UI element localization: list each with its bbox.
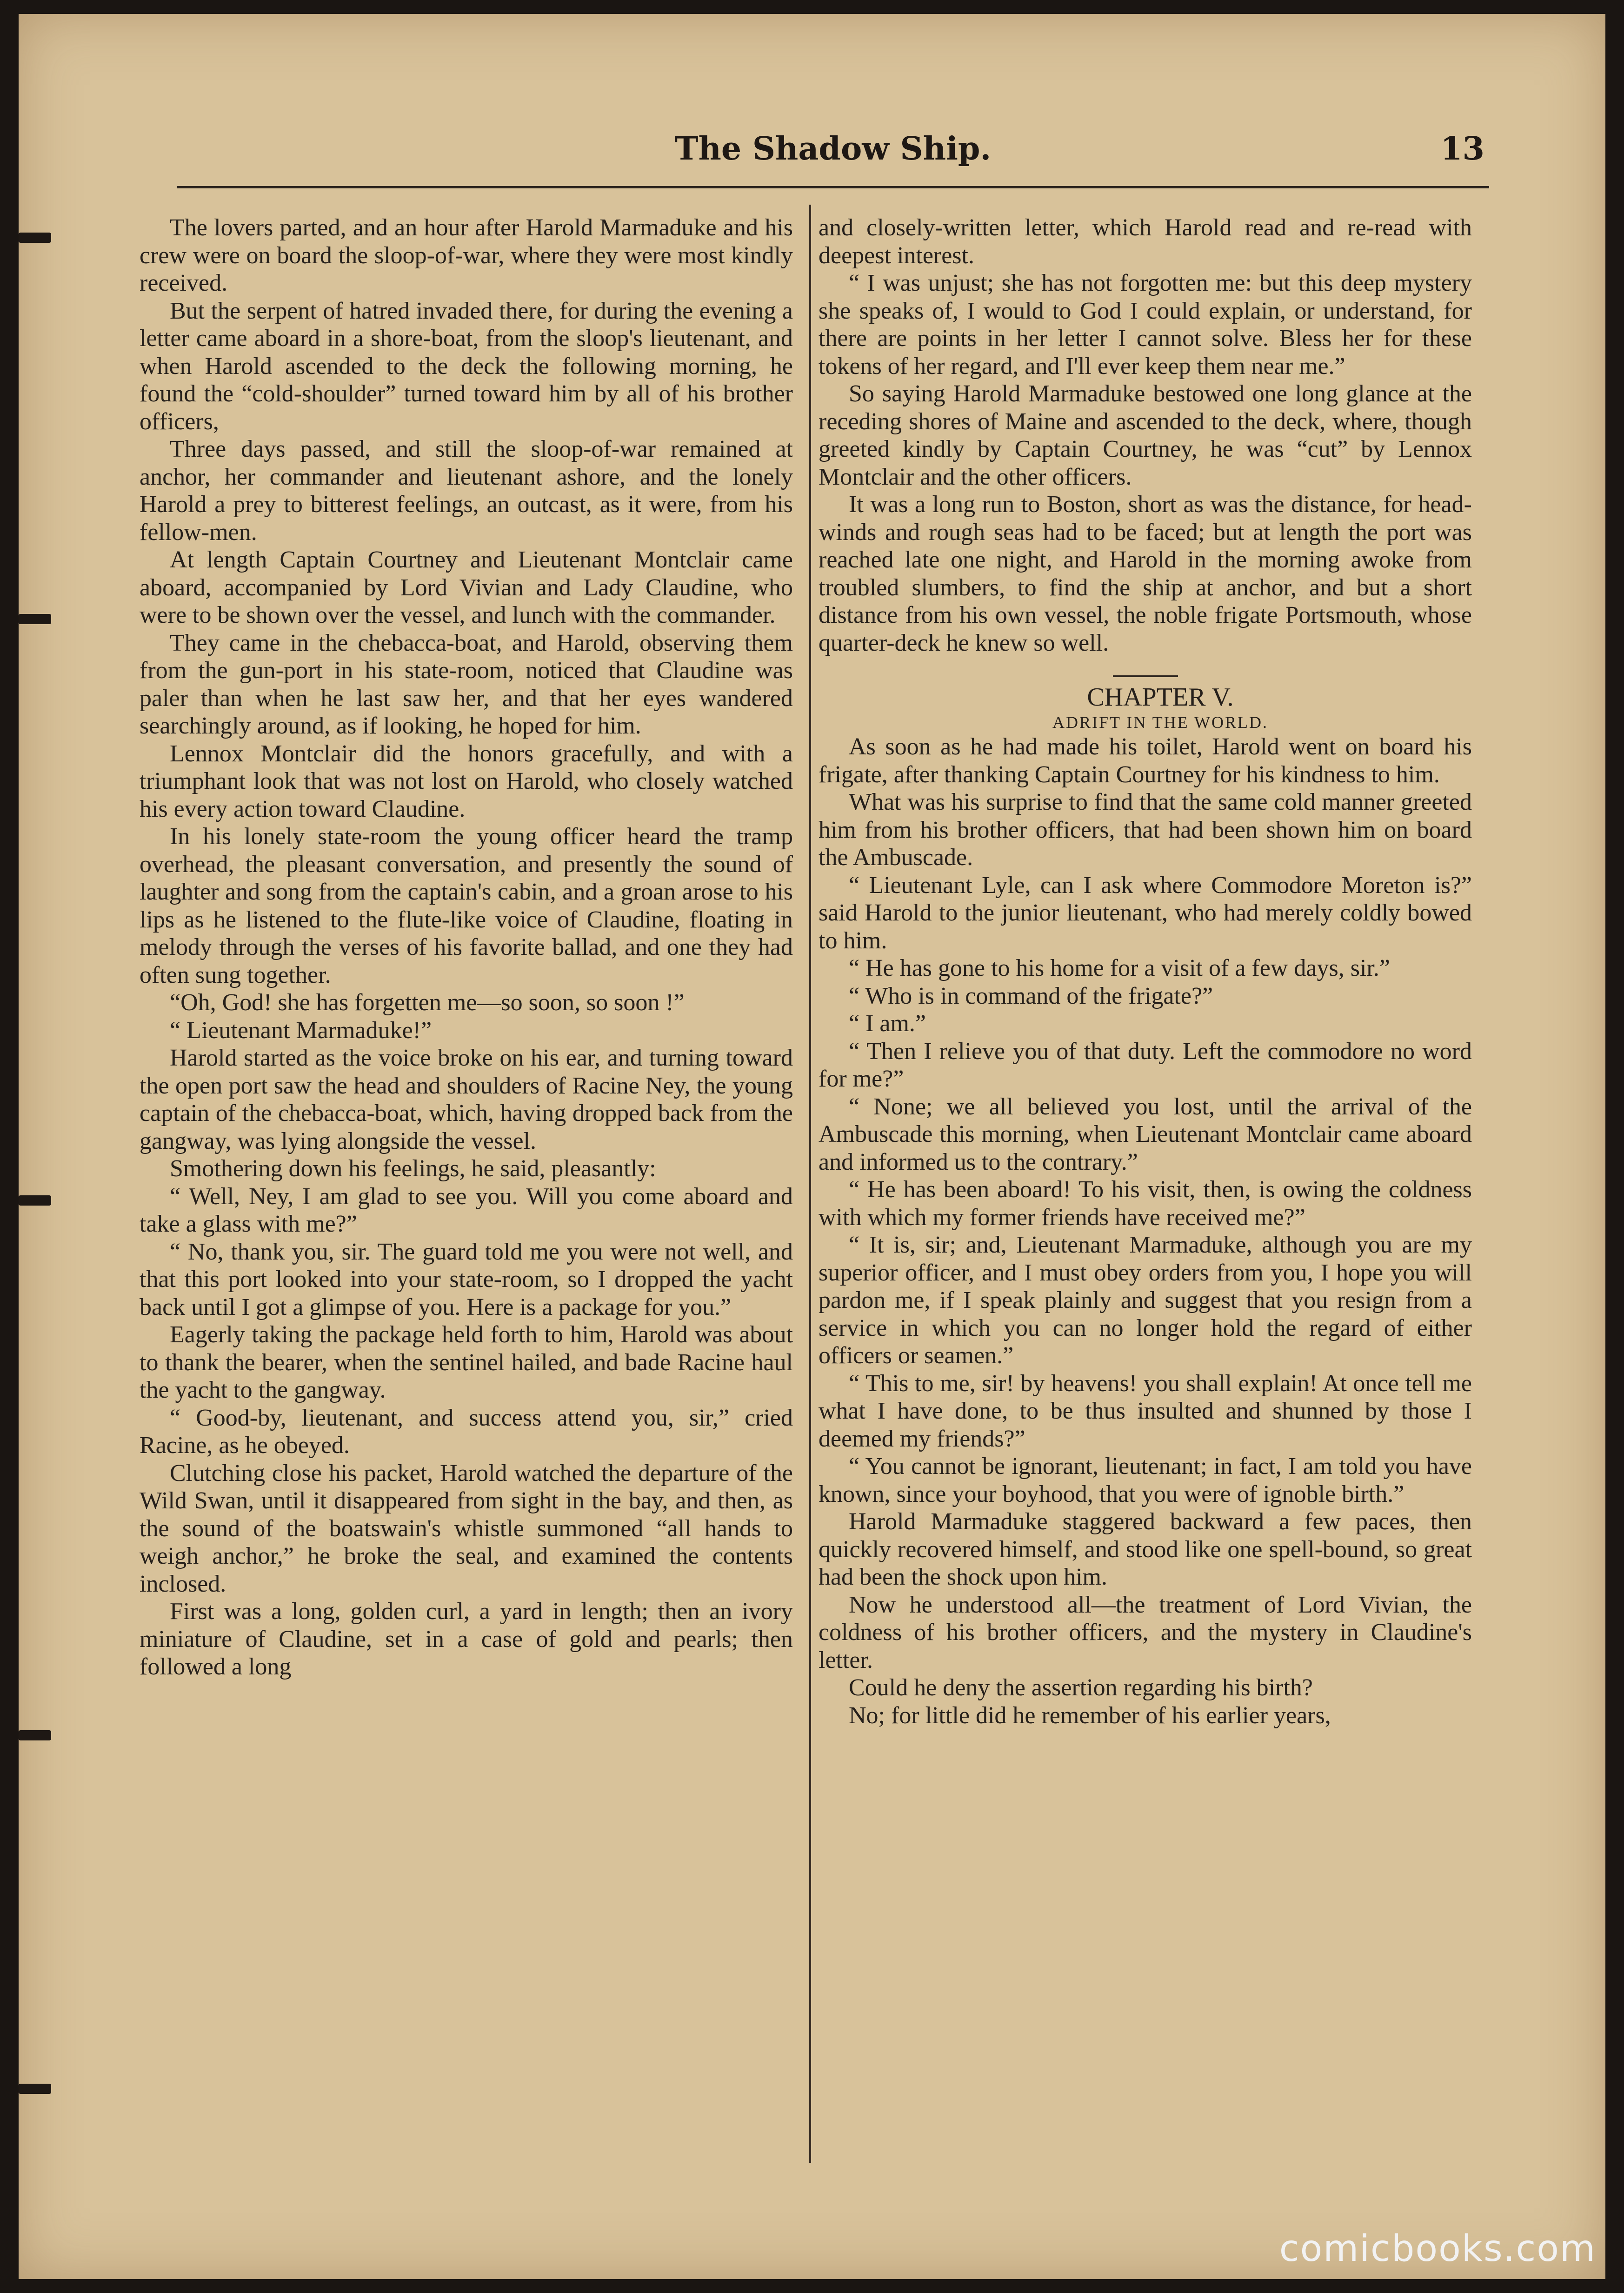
paragraph: As soon as he had made his toilet, Harold went on board his frigate, after thanking Captain Courtney for his kindness to him.: [819, 733, 1472, 788]
chapter-rule: [1113, 675, 1178, 677]
paragraph: “ It is, sir; and, Lieutenant Marmaduke, although you are my superior officer, and I must obey orders from you, I hope you will pardon me, if I speak plainly and suggest that you resign from a service in which you can no longer hold the regard of either officers or seamen.”: [819, 1232, 1472, 1369]
paragraph: “Oh, God! she has forgetten me—so soon, so soon !”: [170, 989, 685, 1016]
page-header: [177, 116, 1489, 188]
paragraph: “ I am.”: [849, 1010, 926, 1037]
paragraph: Smothering down his feelings, he said, pleasantly:: [170, 1155, 656, 1182]
paragraph: Could he deny the assertion regarding his birth?: [849, 1674, 1313, 1701]
paragraph: “ I was unjust; she has not forgotten me: but this deep mystery she speaks of, I would to God I could explain, or understand, for there are points in her letter I cannot solve. Bless her for these tokens of her regard, and I'll ever keep them near me.”: [819, 270, 1472, 380]
binding-tab: [19, 2084, 51, 2094]
paragraph: “ None; we all believed you lost, until the arrival of the Ambuscade this morning, when Lieutenant Montclair came aboard and informed us to the contrary.”: [819, 1093, 1472, 1175]
paragraph: Lennox Montclair did the honors gracefully, and with a triumphant look that was not lost on Harold, who closely watched his every action toward Claudine.: [140, 740, 793, 822]
paragraph: Three days passed, and still the sloop-of-war remained at anchor, her commander and lieutenant ashore, and the lonely Harold a prey to bitterest feelings, an outcast, as it were, from his fellow-men.: [140, 436, 793, 546]
paragraph: “ He has been aboard! To his visit, then, is owing the coldness with which my former friends have received me?”: [819, 1176, 1472, 1231]
paragraph: “ Lieutenant Marmaduke!”: [170, 1017, 432, 1044]
paragraph: “ He has gone to his home for a visit of a few days, sir.”: [849, 955, 1390, 981]
binding-tab: [19, 614, 51, 624]
paragraph: No; for little did he remember of his earlier years,: [849, 1702, 1331, 1729]
paragraph: The lovers parted, and an hour after Harold Marmaduke and his crew were on board the sloop-of-war, where they were most kindly received.: [140, 214, 793, 296]
paragraph: What was his surprise to find that the same cold manner greeted him from his brother officers, that had been shown him on board the Ambuscade.: [819, 789, 1472, 871]
column-divider: [809, 205, 811, 2163]
chapter-heading: CHAPTER V.: [1087, 683, 1234, 712]
paragraph: “ Good-by, lieutenant, and success attend you, sir,” cried Racine, as he obeyed.: [140, 1404, 793, 1459]
paragraph: In his lonely state-room the young officer heard the tramp overhead, the pleasant conversation, and presently the sound of laughter and song from the captain's cabin, and a groan arose to his lips as he listened to the flute-like voice of Claudine, floating in melody through the verses of his favorite ballad, and one they had often sung together.: [140, 823, 793, 988]
paragraph: It was a long run to Boston, short as was the distance, for head-winds and rough seas had to be faced; but at length the port was reached late one night, and Harold in the morning awoke from troubled slumbers, to find the ship at anchor, and but a short distance from his own vessel, the noble frigate Portsmouth, whose quarter-deck he knew so well.: [819, 491, 1472, 656]
paragraph: “ Well, Ney, I am glad to see you. Will you come aboard and take a glass with me?”: [140, 1183, 793, 1237]
page-number: 13: [1440, 130, 1484, 167]
magazine-page: [19, 14, 1605, 2279]
right-column-before-chapter: [819, 214, 1472, 657]
paragraph: Now he understood all—the treatment of Lord Vivian, the coldness of his brother officers, and the mystery in Claudine's letter.: [819, 1591, 1472, 1673]
paragraph: But the serpent of hatred invaded there, for during the evening a letter came aboard in a shore-boat, from the sloop's lieutenant, and when Harold ascended to the deck the following morning, he found the “cold-shoulder” turned toward him by all of his brother officers,: [140, 297, 793, 435]
paragraph: Harold started as the voice broke on his ear, and turning toward the open port saw the head and shoulders of Racine Ney, the young captain of the chebacca-boat, which, having dropped back from the gangway, was lying alongside the vessel.: [140, 1045, 793, 1154]
paragraph: “ This to me, sir! by heavens! you shall explain! At once tell me what I have done, to be thus insulted and shunned by those I deemed my friends?”: [819, 1370, 1472, 1452]
right-column-after-chapter: [819, 733, 1472, 1729]
paragraph: First was a long, golden curl, a yard in length; then an ivory miniature of Claudine, set in a case of gold and pearls; then followed a long: [140, 1598, 793, 1680]
chapter-subtitle: ADRIFT IN THE WORLD.: [1052, 713, 1268, 732]
paragraph: At length Captain Courtney and Lieutenant Montclair came aboard, accompanied by Lord Vivian and Lady Claudine, who were to be shown over the vessel, and lunch with the commander.: [140, 547, 793, 628]
paragraph: “ Lieutenant Lyle, can I ask where Commodore Moreton is?” said Harold to the junior lieutenant, who had merely coldly bowed to him.: [819, 872, 1472, 954]
paragraph: Clutching close his packet, Harold watched the departure of the Wild Swan, until it disappeared from sight in the bay, and then, as the sound of the boatswain's whistle summoned “all hands to weigh anchor,” he broke the seal, and examined the contents inclosed.: [140, 1460, 793, 1597]
paragraph: So saying Harold Marmaduke bestowed one long glance at the receding shores of Maine and ascended to the deck, where, though greeted kindly by Captain Courtney, he was “cut” by Lennox Montclair and the other officers.: [819, 380, 1472, 490]
paragraph: Eagerly taking the package held forth to him, Harold was about to thank the bearer, when the sentinel hailed, and bade Racine haul the yacht to the gangway.: [140, 1321, 793, 1403]
paragraph: They came in the chebacca-boat, and Harold, observing them from the gun-port in his state-room, noticed that Claudine was paler than when he last saw her, and that her eyes wandered searchingly around, as if looking, he hoped for him.: [140, 629, 793, 739]
watermark: comicbooks.com: [1279, 2228, 1596, 2270]
right-column: [819, 214, 1472, 1729]
paragraph: “ Who is in command of the frigate?”: [849, 982, 1213, 1009]
paragraph: Harold Marmaduke staggered backward a few paces, then quickly recovered himself, and stood like one spell-bound, so great had been the shock upon him.: [819, 1508, 1472, 1590]
paragraph: “ Then I relieve you of that duty. Left the commodore no word for me?”: [819, 1038, 1472, 1092]
running-title: The Shadow Ship.: [674, 130, 992, 167]
binding-tab: [19, 1730, 51, 1740]
paragraph: “ You cannot be ignorant, lieutenant; in fact, I am told you have known, since your boyhood, that you were of ignoble birth.”: [819, 1453, 1472, 1507]
paragraph: “ No, thank you, sir. The guard told me you were not well, and that this port looked into your state-room, so I dropped the yacht back until I got a glimpse of you. Here is a package for you.”: [140, 1238, 793, 1320]
left-column: [140, 214, 793, 1681]
binding-tab: [19, 1195, 51, 1206]
binding-tab: [19, 233, 51, 243]
paragraph: and closely-written letter, which Harold read and re-read with deepest interest.: [819, 214, 1472, 269]
